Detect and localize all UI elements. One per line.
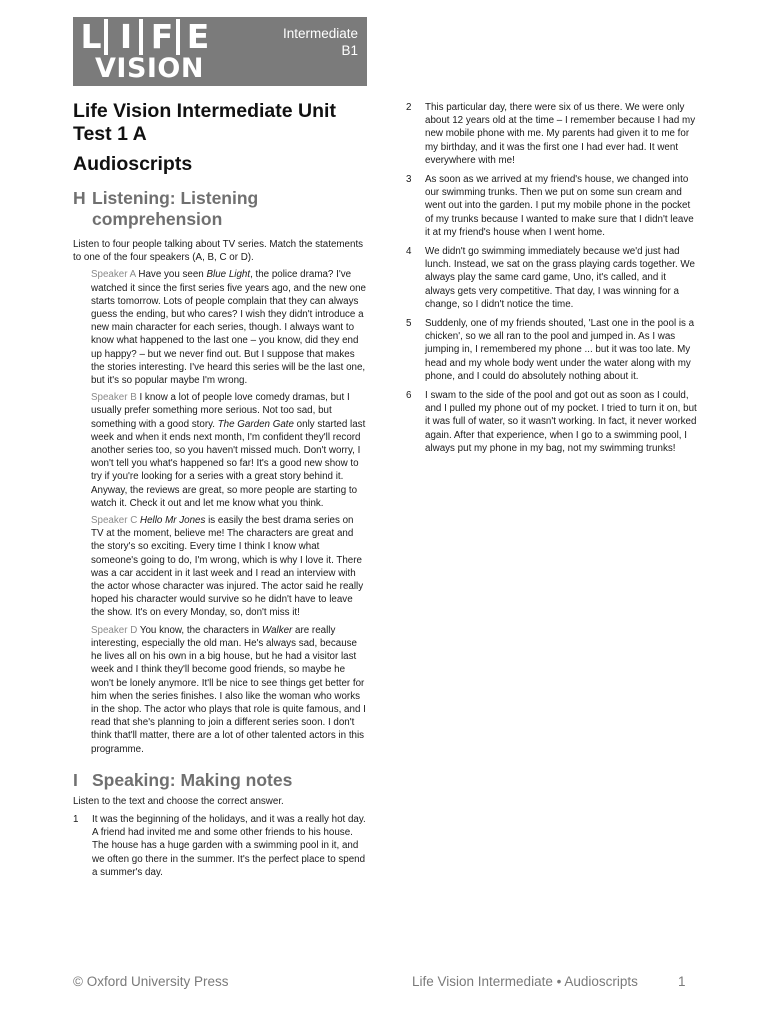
speaker-text: only started last week and when it ends next month, I'm confident they'll record another series too, so you haven't missed much. Don't worry, I won't tell you what's happened so far! It's a good new show to try if you're looking for a series with a great story behind it. Anyway, the reviews are great, so more people are starting to watch it. Check it out and let me know what you think.	[91, 418, 366, 509]
logo-letter-i: I	[119, 17, 133, 56]
speaker-c-paragraph	[91, 514, 368, 620]
speaker-b-paragraph	[91, 391, 368, 510]
speaker-label: Speaker D	[91, 624, 138, 636]
series-title: The Garden Gate	[217, 418, 294, 430]
life-vision-logo	[73, 17, 367, 86]
level-code: B1	[341, 43, 358, 58]
footer-book-title: Life Vision Intermediate • Audioscripts	[412, 974, 638, 989]
logo-letter-l: L	[80, 17, 102, 56]
numbered-paragraph	[406, 317, 698, 383]
numbered-paragraph	[73, 813, 368, 879]
speaker-label: Speaker B	[91, 392, 137, 404]
logo-divider	[104, 19, 108, 55]
logo-vision-text: VISION	[95, 53, 204, 84]
speaker-text: , the police drama? I've watched it since the first series five years ago, and the new one starts tomorrow. Lots of people complain that they can always guess the ending, but who cares? I wish they didn't introduce a new main character for each series, though. I always want to know what happened to the last one – you know, did they end up happy? – but we never find out. But I suppose that makes the stories interesting. I've heard this series will be the last one, but it's so popular maybe I'm wrong.	[91, 269, 367, 387]
series-title: Walker	[262, 624, 293, 636]
section-i-title: Speaking: Making notes	[92, 769, 293, 790]
document-title: Life Vision Intermediate Unit Test 1 A	[73, 100, 336, 145]
numbered-paragraph	[406, 245, 698, 311]
speaker-text: I know a lot of people love comedy dramas, but I usually prefer something more serious. Not too sad, but something with a good story.	[91, 392, 350, 430]
speaker-a-paragraph	[91, 268, 368, 387]
speaker-label: Speaker A	[91, 269, 136, 281]
speaker-text: Have you seen	[135, 269, 207, 281]
section-h-title: Listening: Listening comprehension	[92, 188, 259, 229]
paragraph-number: 5	[406, 318, 412, 330]
paragraph-text: It was the beginning of the holidays, and it was a really hot day. A friend had invited me and some other friends to his house. The house has a huge garden with a swimming pool in it, and we often go there in the summer. It's the perfect place to spend a summer's day.	[92, 813, 366, 878]
left-column	[73, 100, 368, 879]
section-i-instructions: Listen to the text and choose the correct answer.	[73, 795, 284, 807]
paragraph-text: As soon as we arrived at my friend's house, we changed into our swimming trunks. Then we put on some sun cream and went out into the garden. I put my mobile phone in the pocket of my trunks because I wanted to make sure that I didn't leave it at my friend's house when I went home.	[425, 174, 694, 238]
logo-divider	[139, 19, 143, 55]
logo-letter-f: F	[150, 17, 174, 56]
document-subtitle: Audioscripts	[73, 153, 193, 175]
section-i-heading	[73, 770, 368, 791]
numbered-paragraph	[406, 101, 698, 167]
section-h-instructions: Listen to four people talking about TV series. Match the statements to one of the four speakers (A, B, C or D).	[73, 239, 364, 264]
paragraph-text: We didn't go swimming immediately because we'd just had lunch. Instead, we sat on the grass playing cards together. We always play the same card game, Uno, it's called, and it always gets very competitive. That day, I was winning for a change, so I didn't notice the time.	[425, 246, 695, 310]
section-h-heading	[73, 188, 368, 230]
footer-publisher: © Oxford University Press	[73, 974, 229, 989]
section-i-letter: I	[73, 769, 78, 790]
logo-letter-e: E	[186, 17, 210, 56]
speaker-d-paragraph	[91, 624, 368, 756]
speaker-text: is easily the best drama series on TV at the moment, believe me! The characters are great and the story's so exciting. Every time I think I know what someone's going to do, I'm wrong, which is why I love it. There was a car accident in it last week and I read an interview with the actor whose character was injured. The actor said he really hoped his character would survive so he didn't have to leave the show. It's on every Monday, so, don't miss it!	[91, 515, 364, 619]
paragraph-text: This particular day, there were six of us there. We were only about 12 years old at the time – I remember because I had my new mobile phone with me. My parents had given it to me for my birthday, and it was the first one I had ever had. It went everywhere with me!	[425, 102, 696, 166]
speaker-label: Speaker C	[91, 515, 138, 527]
paragraph-text: Suddenly, one of my friends shouted, 'Last one in the pool is a chicken', so we all ran to the pool and jumped in. As I was jumping in, I remembered my phone ... but it was too late. My head and my whole body went under the water along with my phone, and I could do absolutely nothing about it.	[425, 318, 695, 382]
paragraph-number: 1	[73, 813, 79, 825]
level-name: Intermediate	[282, 26, 358, 41]
right-column	[406, 101, 698, 461]
paragraph-number: 6	[406, 390, 412, 402]
logo-divider	[176, 19, 180, 55]
series-title: Hello Mr Jones	[140, 515, 206, 527]
section-h-letter: H	[73, 188, 86, 208]
speaker-text: are really interesting, especially the old man. He's always sad, because he lives all on his own in a big house, but he had a visitor last week and I think they'll become good friends, so maybe he won't be lonely anymore. It'll be nice to see things get better for him when the series finishes. I also like the woman who works in the shop. The actor who plays that role is quite famous, and I read that she's planning to join a different series soon. I don't think that'll matter, there are a lot of other talented actors in this programme.	[91, 624, 366, 755]
numbered-paragraph	[406, 173, 698, 239]
paragraph-text: I swam to the side of the pool and got out as soon as I could, and I pulled my phone out of my pocket. I tried to turn it on, but it was full of water, so it wasn't working. In fact, it never worked again. After that experience, when I go to a swimming pool, I always put my phone in my bag, not my swimming trunks!	[425, 390, 697, 454]
series-title: Blue Light	[206, 269, 251, 281]
numbered-paragraph	[406, 389, 698, 455]
speaker-text: You know, the characters in	[137, 624, 263, 636]
paragraph-number: 3	[406, 174, 412, 186]
paragraph-number: 2	[406, 102, 412, 113]
paragraph-number: 4	[406, 246, 412, 258]
level-label	[283, 25, 358, 59]
footer-page-number: 1	[678, 974, 686, 989]
